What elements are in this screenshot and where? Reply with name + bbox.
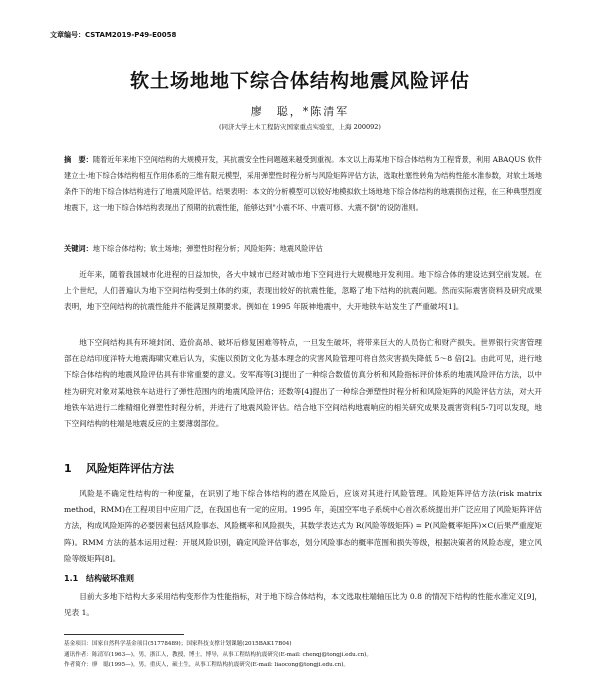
intro-paragraph-1: 近年来，随着我国城市化进程的日益加快，各大中城市已经对城市地下空间进行大规模地开发利用。地下综合体的建设达到空前发展。在上个世纪，人们普遍认为地下空间结构受到土体的约束，表现出较好的抗震性能，忽略了地下结构的抗震问题。然而实际震害资料及研究成果表明，地下空间结构的抗震性能并不能满足预期要求。例如在 1995 年阪神地震中，大开地铁车站发生了严重破坏[1]。 (64, 270, 542, 312)
section-1-paragraph: 风险是不确定性结构的一种度量，在识别了地下综合体结构的潜在风险后，应该对其进行风险管理。风险矩阵评估方法(risk matrix method，RMM)在工程项目中应用广泛，在我国也有一定的应用。1995 年，美国空军电子系统中心首次系统提出并广泛应用了风险矩阵评估方法，构成风险矩阵的必要因素包括风险事态、风险概率和风险损失，其数学表达式为 R(风险等级矩阵) = P(风险概率矩阵)×C(后果严重度矩阵)。RMM 方法的基本运用过程：开展风险识别，确定风险评估事态，划分风险事态的概率范围和损失等级，根据决策者的风险态度，建立风险等级矩阵[8]。 (64, 489, 542, 563)
footnote-divider (64, 634, 184, 635)
subsection-1-1-paragraph: 目前大多地下结构大多采用结构变形作为性能指标，对于地下综合体结构，本文选取柱端轴压比为 0.8 的情况下结构的性能水准定义[9]，见表 1。 (64, 592, 542, 618)
authors: 廖 聪，*陈清军 (250, 105, 350, 118)
paper-title: 软土场地地下综合体结构地震风险评估 (129, 70, 470, 92)
affiliation: (同济大学土木工程防灾国家重点实验室，上海 200092) (219, 123, 381, 131)
abstract (64, 152, 542, 216)
footnotes (64, 639, 554, 671)
document-number: 文章编号：CSTAM2019-P49-E0058 (50, 31, 177, 39)
abstract-label: 摘 要： (64, 155, 93, 164)
section-title: 风险矩阵评估方法 (86, 462, 174, 475)
subsection-title: 结构破坏准则 (86, 574, 134, 583)
subsection-number: 1.1 (64, 574, 79, 583)
footnote-funding: 基金项目：国家自然科学基金项目(51778489)；国家科技支撑计划课题(2015BAK17B04) (64, 641, 292, 647)
intro-paragraph-2: 地下空间结构具有环境封闭、造价高昂、破坏后修复困难等特点，一旦发生破坏，将带来巨大的人员伤亡和财产损失。世界银行灾害管理部在总结印度洋特大地震海啸灾难后认为，实施以预防文化为基本理念的灾害风险管理可将自然灾害损失降低 5～8 倍[2]。由此可见，进行地下综合体结构的地震风险评估具有非常重要的意义。安军海等[3]提出了一种综合数值仿真分析和风险指标评价体系的地震风险评估方法，以中桂为研究对象对某地铁车站进行了弹性范围内的地震风险评估；还数等[4]提出了一种综合弹塑性时程分析和风险矩阵的风险评估方法，对大开地铁车站进行二维精细化弹塑性时程分析，并进行了地震风险评估。结合地下空间结构地震响应的相关研究成果及震害资料[5-7]可以发现，地下空间结构的柱端是地震反应的主要薄弱部位。 (64, 338, 542, 429)
footnote-corresponding-author: 通讯作者：陈清军(1963—)，男，浙江人，教授，博士，博导，从事工程结构抗震研究(E-mail: chenqj@tongji.edu.cn)。 (64, 651, 372, 658)
abstract-text: 随着近年来地下空间结构的大规模开发，其抗震安全性问题越来越受到重视。本文以上海某地下综合体结构为工程背景，利用 ABAQUS 软件建立土-地下综合体结构相互作用体系的三维有限元模型，采用弹塑性时程分析与风险矩阵评估方法，选取杜塞性转角为结构性能水准参数，对软土场地条件下的地下综合体结构进行了地震风险评估。结果表明：本文的分析模型可以较好地模拟软土场地地下综合体结构的地震损伤过程，在三种典型烈度地震下，这一地下综合体结构表现出了预期的抗震性能，能够达到"小震不坏、中震可修、大震不倒"的设防准则。 (64, 155, 542, 212)
section-heading-1 (64, 460, 174, 476)
keywords (64, 243, 542, 255)
keywords-text: 地下综合体结构；软土场地；弹塑性时程分析；风险矩阵；地震风险评估 (92, 244, 323, 253)
footnote-author-bio: 作者简介：廖 聪(1995—)，男，重庆人，硕士生，从事工程结构抗震研究(E-mail: liaocong@tongji.edu.cn)。 (64, 662, 349, 668)
section-number: 1 (64, 462, 72, 475)
keywords-label: 关键词： (64, 244, 93, 253)
subsection-heading-1-1 (64, 573, 134, 584)
